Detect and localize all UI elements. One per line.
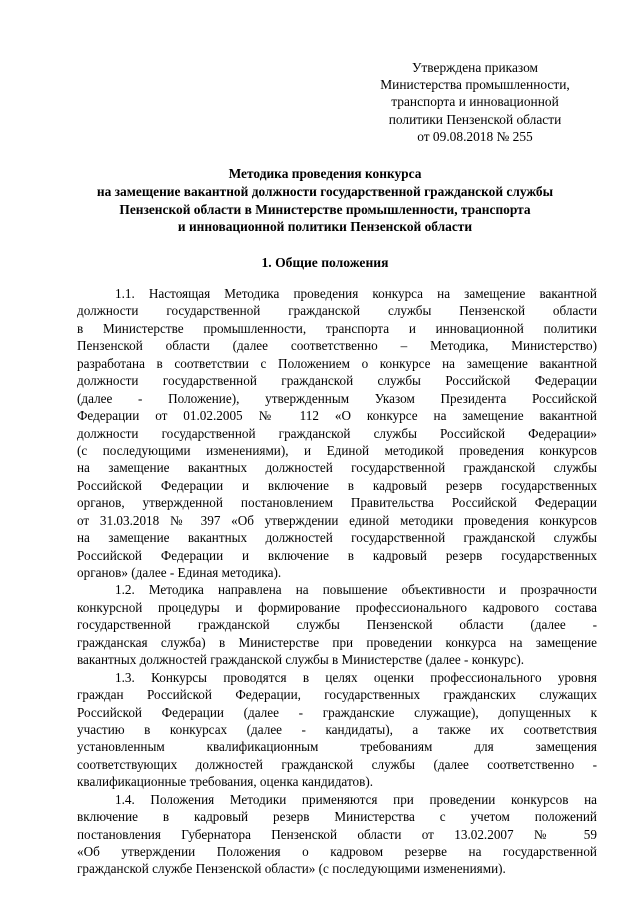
approval-line: от 09.08.2018 № 255 [417,128,533,144]
paragraph-line: 1.2. Методика направлена на повышение объективности и прозрачности [115,582,597,598]
approval-stamp [360,59,590,145]
paragraph-line: Российской Федерации и включение в кадровый резерв государственных [77,547,597,563]
paragraph-line: (далее - Положение), утвержденным Указом Президента Российской [77,390,597,406]
paragraph-line: Пензенской области (далее соответственно – Методика, Министерство) [77,338,597,354]
document-title [60,165,590,236]
paragraph-line: от 31.03.2018 № 397 «Об утверждении единой методики проведения конкурсов [77,512,597,528]
paragraph-1 [77,285,597,581]
approval-line: Министерства промышленности, [380,77,570,93]
paragraph-line: гражданской службе Пензенской области» (с последующими изменениями). [77,861,506,877]
paragraph-line: 1.4. Положения Методики применяются при проведении конкурсов на [115,791,597,807]
paragraph-line: Федерации от 01.02.2005 № 112 «О конкурсе на замещение вакантной [77,408,597,424]
paragraph-3 [77,669,597,791]
paragraph-line: граждан Российской Федерации, государственных гражданских служащих [77,687,597,703]
paragraph-line: включение в кадровый резерв Министерства с учетом положений [77,809,597,825]
paragraph-line: гражданская служба) в Министерстве при проведении конкурса на замещение [77,634,597,650]
title-line: на замещение вакантной должности государственной гражданской службы [96,183,554,199]
paragraph-line: 1.3. Конкурсы проводятся в целях оценки профессионального уровня [115,669,597,685]
paragraph-line: органов, утвержденной постановлением Правительства Российской Федерации [77,495,597,511]
paragraph-line: квалификационные требования, оценка кандидатов). [77,774,374,790]
approval-line: транспорта и инновационной [391,94,559,110]
title-line: и инновационной политики Пензенской области [177,219,473,235]
paragraph-line: на замещение вакантных должностей государственной гражданской службы [77,530,597,546]
paragraph-line: органов» (далее - Единая методика). [77,565,282,580]
paragraph-line: соответствующих должностей гражданской службы (далее соответственно - [77,756,597,772]
paragraph-line: должности государственной гражданской службы Пензенской области [77,303,597,319]
paragraph-4 [77,791,597,878]
paragraph-line: (с последующими изменениями), и Единой методикой проведения конкурсов [77,442,597,458]
paragraph-line: должности государственной гражданской службы Российской Федерации [77,373,597,389]
paragraph-line: разработана в соответствии с Положением о конкурсе на замещение вакантной [77,355,597,371]
title-line: Методика проведения конкурса [228,166,422,181]
paragraph-line: Российской Федерации и включение в кадровый резерв государственных [77,477,597,493]
paragraph-line: Российской Федерации (далее - гражданские служащие), допущенных к [77,704,597,720]
paragraph-line: вакантных должностей гражданской службы в Министерстве (далее - конкурс). [77,652,525,668]
paragraph-2 [77,581,597,668]
paragraph-line: «Об утверждении Положения о кадровом резерве на государственной [77,844,597,859]
paragraph-line: на замещение вакантных должностей государственной гражданской службы [77,460,597,476]
approval-line: Утверждена приказом [411,60,539,75]
approval-line: политики Пензенской области [388,111,562,127]
paragraph-line: государственной гражданской службы Пензенской области (далее - [77,617,597,633]
title-line: Пензенской области в Министерстве промышленности, транспорта [119,201,531,217]
paragraph-line: конкурсной процедуры и формирование профессионального кадрового состава [77,599,597,615]
paragraph-line: в Министерстве промышленности, транспорта и инновационной политики [77,320,597,336]
paragraph-line: 1.1. Настоящая Методика проведения конкурса на замещение вакантной [115,286,597,301]
document-body [77,285,597,878]
paragraph-line: должности государственной гражданской службы Российской Федерации» [77,425,597,441]
paragraph-line: постановления Губернатора Пензенской области от 13.02.2007 № 59 [77,826,597,842]
paragraph-line: участию в конкурсах (далее - кандидаты), а также их соответствия [77,721,597,737]
paragraph-line: установленным квалификационным требованиям для замещения [77,739,597,755]
section-heading: 1. Общие положения [261,255,389,270]
